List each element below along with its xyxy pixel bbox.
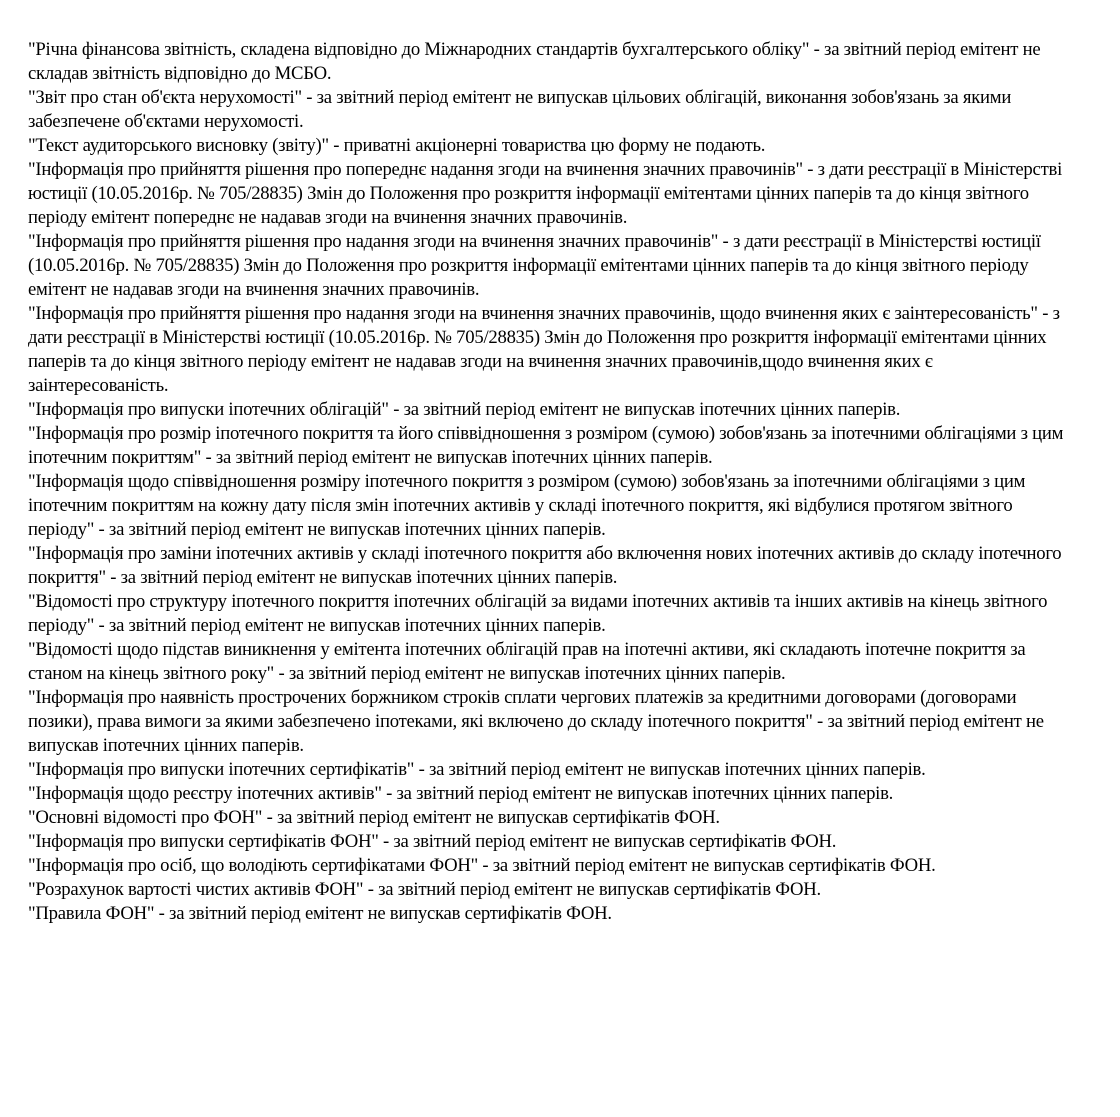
paragraph-fon-net-assets: "Розрахунок вартості чистих активів ФОН" - за звітний період емітент не випускав сертифікатів ФОН. (28, 879, 821, 900)
paragraph-fon-certificates-issues: "Інформація про випуски сертифікатів ФОН" - за звітний період емітент не випускав сертифікатів ФОН. (28, 831, 837, 852)
paragraph-mortgage-coverage-size: "Інформація про розмір іпотечного покриття та його співвідношення з розміром (сумою) зобов'язань за іпотечними облігаціями з цим іпотечним покриттям" - за звітний період емітент не випускав іпотечних цінних паперів. (28, 423, 1064, 468)
paragraph-real-estate-report: "Звіт про стан об'єкта нерухомості" - за звітний період емітент не випускав цільових облігацій, виконання зобов'язань за якими забезпечене об'єктами нерухомості. (28, 87, 1012, 132)
paragraph-overdue-payments: "Інформація про наявність прострочених боржником строків сплати чергових платежів за кредитними договорами (договорами позики), права вимоги за якими забезпечено іпотеками, які включено до складу іпотечного покриття" - за звітний період емітент не випускав іпотечних цінних паперів. (28, 687, 1044, 756)
paragraph-mortgage-coverage-ratio: "Інформація щодо співвідношення розміру іпотечного покриття з розміром (сумою) зобов'язань за іпотечними облігаціями з цим іпотечним покриттям на кожну дату після змін іпотечних активів у складі іпотечного покриття, які відбулися протягом звітного періоду" - за звітний період емітент не випускав іпотечних цінних паперів. (28, 471, 1026, 540)
paragraph-interested-party-transactions: "Інформація про прийняття рішення про надання згоди на вчинення значних правочинів, щодо вчинення яких є заінтересованість" - з дати реєстрації в Міністерстві юстиції (10.05.2016р. № 705/28835) Змін до Положення про розкриття інформації емітентами цінних паперів та до кінця звітного періоду емітент не надавав згоди на вчинення значних правочинів,щодо вчинення яких є заінтересованість. (28, 303, 1060, 396)
paragraph-fon-basic-info: "Основні відомості про ФОН" - за звітний період емітент не випускав сертифікатів ФОН. (28, 807, 720, 828)
paragraph-mortgage-assets-register: "Інформація щодо реєстру іпотечних активів" - за звітний період емітент не випускав іпотечних цінних паперів. (28, 783, 894, 804)
paragraph-ifrs-statements: "Річна фінансова звітність, складена відповідно до Міжнародних стандартів бухгалтерського обліку" - за звітний період емітент не складав звітність відповідно до МСБО. (28, 39, 1041, 84)
paragraph-fon-certificate-holders: "Інформація про осіб, що володіють сертифікатами ФОН" - за звітний період емітент не випускав сертифікатів ФОН. (28, 855, 936, 876)
document-body (28, 38, 1068, 926)
paragraph-mortgage-rights-grounds: "Відомості щодо підстав виникнення у емітента іпотечних облігацій прав на іпотечні активи, які складають іпотечне покриття за станом на кінець звітного року" - за звітний період емітент не випускав іпотечних цінних паперів. (28, 639, 1026, 684)
paragraph-prior-consent-significant-transactions: "Інформація про прийняття рішення про попереднє надання згоди на вчинення значних правочинів" - з дати реєстрації в Міністерстві юстиції (10.05.2016р. № 705/28835) Змін до Положення про розкриття інформації емітентами цінних паперів та до кінця звітного періоду емітент попереднє не надавав згоди на вчинення значних правочинів. (28, 159, 1063, 228)
paragraph-consent-significant-transactions: "Інформація про прийняття рішення про надання згоди на вчинення значних правочинів" - з дати реєстрації в Міністерстві юстиції (10.05.2016р. № 705/28835) Змін до Положення про розкриття інформації емітентами цінних паперів та до кінця звітного періоду емітент не надавав згоди на вчинення значних правочинів. (28, 231, 1041, 300)
paragraph-mortgage-bonds-issues: "Інформація про випуски іпотечних облігацій" - за звітний період емітент не випускав іпотечних цінних паперів. (28, 399, 901, 420)
paragraph-mortgage-assets-replacement: "Інформація про заміни іпотечних активів у складі іпотечного покриття або включення нових іпотечних активів до складу іпотечного покриття" - за звітний період емітент не випускав іпотечних цінних паперів. (28, 543, 1062, 588)
paragraph-audit-report: "Текст аудиторського висновку (звіту)" - приватні акціонерні товариства цю форму не подають. (28, 135, 766, 156)
paragraph-fon-rules: "Правила ФОН" - за звітний період емітент не випускав сертифікатів ФОН. (28, 903, 612, 924)
paragraph-mortgage-coverage-structure: "Відомості про структуру іпотечного покриття іпотечних облігацій за видами іпотечних активів та інших активів на кінець звітного періоду" - за звітний період емітент не випускав іпотечних цінних паперів. (28, 591, 1048, 636)
paragraph-mortgage-certificates-issues: "Інформація про випуски іпотечних сертифікатів" - за звітний період емітент не випускав іпотечних цінних паперів. (28, 759, 926, 780)
